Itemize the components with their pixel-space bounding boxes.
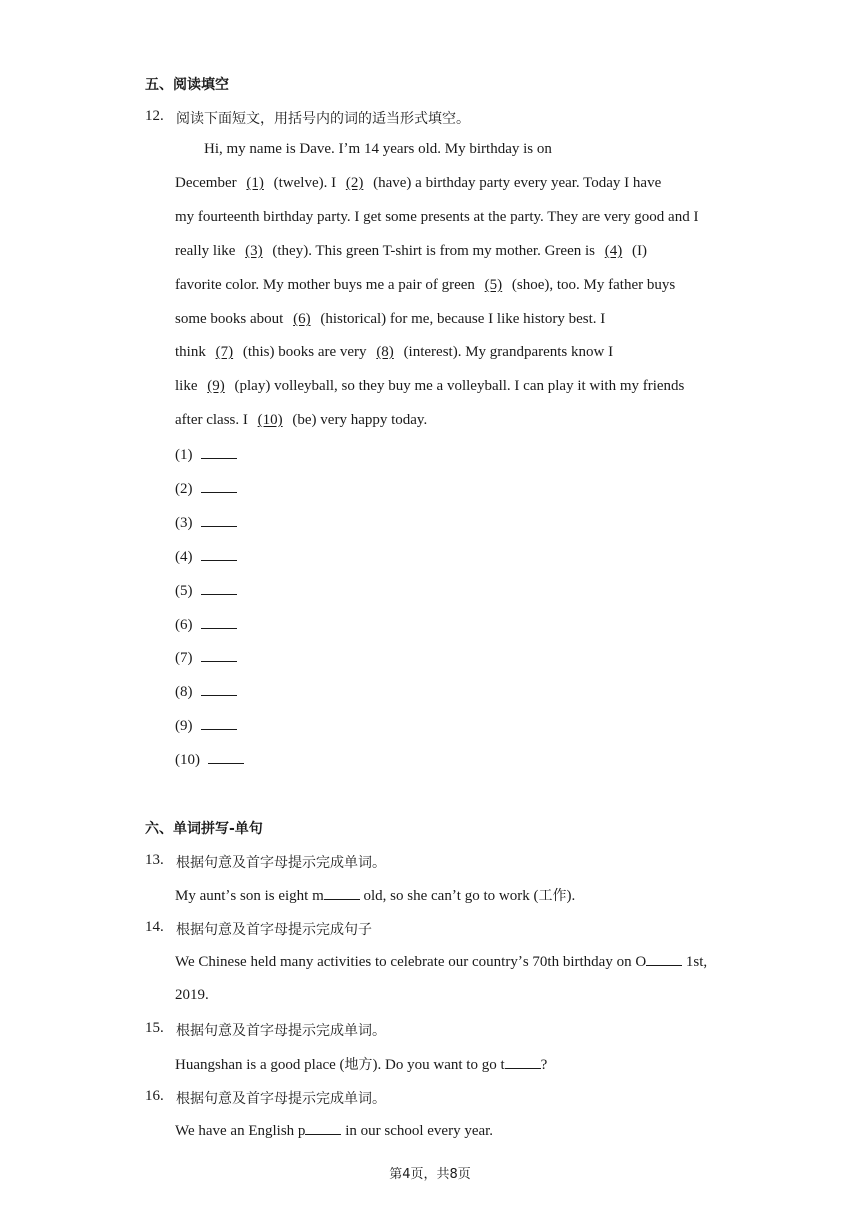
- answer-blank[interactable]: [201, 582, 237, 595]
- question-instruction: 阅读下面短文，用括号内的词的适当形式填空。: [176, 111, 470, 127]
- answer-label: (2): [175, 480, 193, 497]
- answer-blank[interactable]: [324, 887, 360, 900]
- passage-blank[interactable]: (6): [293, 311, 311, 327]
- answer-blank[interactable]: [201, 480, 237, 493]
- question-number: 15.: [145, 1020, 164, 1036]
- passage-line: really like (3) (they). This green T-shirt is from my mother. Green is (4) (I): [175, 243, 647, 259]
- passage-blank[interactable]: (10): [257, 412, 283, 428]
- passage-blank[interactable]: (1): [246, 175, 264, 191]
- answer-label: (6): [175, 616, 193, 633]
- answer-item: [175, 480, 237, 498]
- question-sentence-continued: 2019.: [175, 987, 209, 1003]
- answer-item: [175, 548, 237, 566]
- question-instruction: 根据句意及首字母提示完成单词。: [176, 1023, 386, 1039]
- answer-item: [175, 683, 237, 701]
- question-sentence: My auntʼs son is eight m old, so she canʼt go to work (工作).: [175, 888, 576, 904]
- question-sentence: Huangshan is a good place (地方). Do you want to go t ?: [175, 1057, 548, 1073]
- answer-blank[interactable]: [208, 751, 244, 764]
- answer-blank[interactable]: [201, 616, 237, 629]
- answer-item: [175, 717, 237, 735]
- answer-blank[interactable]: [201, 446, 237, 459]
- answer-item: [175, 446, 237, 464]
- answer-blank[interactable]: [201, 683, 237, 696]
- question-number: 12.: [145, 108, 164, 124]
- question-sentence: We Chinese held many activities to celebrate our countryʼs 70th birthday on O 1st,: [175, 954, 708, 970]
- answer-blank[interactable]: [201, 717, 237, 730]
- question-number: 13.: [145, 852, 164, 868]
- section-title: 六、单词拼写-单句: [145, 821, 263, 837]
- answer-item: [175, 582, 237, 600]
- passage-line: December (1) (twelve). I (2) (have) a birthday party every year. Today I have: [175, 175, 662, 191]
- answer-blank[interactable]: [201, 649, 237, 662]
- passage-blank[interactable]: (9): [207, 378, 225, 394]
- answer-label: (5): [175, 582, 193, 599]
- answer-label: (8): [175, 684, 193, 701]
- answer-item: [175, 751, 244, 769]
- passage-line: after class. I (10) (be) very happy today.: [175, 412, 428, 428]
- passage-blank[interactable]: (4): [604, 243, 623, 259]
- passage-line: favorite color. My mother buys me a pair of green (5) (shoe), too. My father buys: [175, 277, 676, 293]
- answer-item: [175, 649, 237, 667]
- passage-blank[interactable]: (8): [376, 344, 394, 360]
- passage-blank[interactable]: (2): [345, 175, 364, 191]
- question-instruction: 根据句意及首字母提示完成单词。: [176, 1091, 386, 1107]
- question-instruction: 根据句意及首字母提示完成单词。: [176, 855, 386, 871]
- answer-blank[interactable]: [201, 514, 237, 527]
- answer-label: (7): [175, 650, 193, 667]
- passage-blank[interactable]: (7): [215, 344, 234, 360]
- answer-label: (10): [175, 752, 200, 769]
- question-number: 16.: [145, 1088, 164, 1104]
- answer-label: (9): [175, 718, 193, 735]
- passage-blank[interactable]: (3): [245, 243, 263, 259]
- answer-blank[interactable]: [646, 953, 682, 966]
- answer-blank[interactable]: [305, 1122, 341, 1135]
- passage-line: my fourteenth birthday party. I get some presents at the party. They are very good and I: [175, 209, 699, 225]
- passage-line: like (9) (play) volleyball, so they buy me a volleyball. I can play it with my friends: [175, 378, 685, 394]
- passage-line: think (7) (this) books are very (8) (interest). My grandparents know I: [175, 344, 614, 360]
- answer-item: [175, 616, 237, 634]
- passage-line: some books about (6) (historical) for me, because I like history best. I: [175, 311, 606, 327]
- answer-label: (3): [175, 514, 193, 531]
- answer-label: (4): [175, 548, 193, 565]
- answer-item: [175, 514, 237, 532]
- passage-line: Hi, my name is Dave. Iʼm 14 years old. My birthday is on: [204, 141, 552, 157]
- page-footer: 第4页，共8页: [389, 1167, 471, 1182]
- answer-label: (1): [175, 447, 193, 463]
- question-instruction: 根据句意及首字母提示完成句子: [176, 922, 372, 938]
- question-number: 14.: [145, 919, 164, 935]
- answer-blank[interactable]: [201, 548, 237, 561]
- answer-blank[interactable]: [505, 1056, 541, 1069]
- section-title: 五、阅读填空: [145, 77, 229, 93]
- passage-blank[interactable]: (5): [484, 277, 503, 293]
- question-sentence: We have an English p in our school every year.: [175, 1123, 494, 1139]
